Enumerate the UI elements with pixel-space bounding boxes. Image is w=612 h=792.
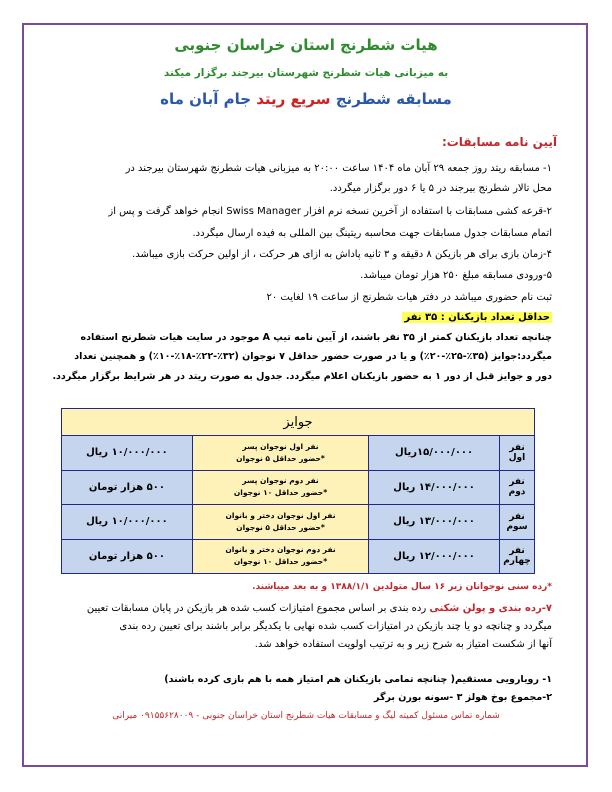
tiebreak-item: ۲-مجموع بوخ هولز ۳ -سونه بورن برگر xyxy=(374,692,552,703)
special-amount-cell: ۵۰۰ هزار تومان xyxy=(62,539,193,574)
special-title: نفر اول نوجوان پسر xyxy=(242,441,319,451)
host-line: به میزبانی هیات شطرنج شهرستان بیرجند برگزار میکند xyxy=(163,67,449,79)
min-players: حداقل تعداد بازیکنان : ۳۵ نفر xyxy=(404,312,550,323)
special-amount-cell: ۱۰/۰۰۰/۰۰۰ ریال xyxy=(62,505,193,540)
rule-line: ۲-قرعه کشی مسابقات با استفاده از آخرین نسخه نرم افزار Swiss Manager انجام خواهد گرفت و پس از xyxy=(108,206,552,217)
amount-cell: ۱۴/۰۰۰/۰۰۰ ریال xyxy=(369,470,500,505)
rule-line: ۱- مسابقه ریتد روز جمعه ۲۹ آبان ماه ۱۴۰۴ ساعت ۲۰:۰۰ به میزبانی هیات شطرنج شهرستان بیرجند در xyxy=(125,163,552,174)
event-highlight: سریع ریتد xyxy=(256,90,331,108)
tiebreak-item: ۱- رویارویی مستقیم( چنانچه تمامی بازیکنان هم امتیاز همه با هم بازی کرده باشند) xyxy=(164,674,552,685)
tiebreak-line: میگردد و چنانچه دو یا چند بازیکن در امتیازات کسب شده نهایی با یکدیگر برابر باشند برای تعیین رده بندی xyxy=(119,621,552,632)
table-row xyxy=(62,539,535,574)
rule-line: اتمام مسابقات جدول مسابقات جهت محاسبه ریتینگ بین المللی به فیده ارسال میگردد. xyxy=(192,228,552,239)
tiebreak-line xyxy=(40,600,552,618)
special-cell xyxy=(192,470,368,505)
rank-cell: نفر دوم xyxy=(500,470,535,505)
table-row xyxy=(62,436,535,471)
age-note: *رده سنی نوجوانان زیر ۱۶ سال متولدین ۱۳۸۸/۱/۱ و به بعد میباشند. xyxy=(252,582,552,592)
condition-line: چنانچه تعداد بازیکنان کمتر از ۳۵ نفر باشند، از آیین نامه تیپ A موجود در سایت هیات شطرنج استفاده xyxy=(80,332,552,343)
rule-line: ۴-زمان بازی برای هر بازیکن ۸ دقیقه و ۳ ثانیه پاداش به ازای هر حرکت ، از اولین حرکت بازی میباشد. xyxy=(132,249,552,260)
rank-cell: نفر اول xyxy=(500,436,535,471)
amount-cell: ۱۲/۰۰۰/۰۰۰ ریال xyxy=(369,539,500,574)
event-suffix: جام آبان ماه xyxy=(160,90,252,108)
event-prefix: مسابقه شطرنج xyxy=(335,90,452,108)
tiebreak-section xyxy=(40,600,552,654)
tiebreak-line: آنها از شکست امتیاز به شرح زیر و به ترتیب اولویت استفاده خواهد شد. xyxy=(254,639,552,650)
special-cell xyxy=(192,505,368,540)
special-condition: *حضور حداقل ۵ نوجوان xyxy=(236,453,325,463)
special-title: نفر اول نوجوان دختر و بانوان xyxy=(225,510,336,520)
special-cell xyxy=(192,539,368,574)
rule-line: ثبت نام حضوری میباشد در دفتر هیات شطرنج از ساعت ۱۹ لغایت ۲۰ xyxy=(266,292,552,303)
special-amount-cell: ۵۰۰ هزار تومان xyxy=(62,470,193,505)
special-cell xyxy=(192,436,368,471)
prizes-table xyxy=(61,408,535,574)
tiebreak-text: رده بندی بر اساس مجموع امتیازات کسب شده هر بازیکن در پایان مسابقات تعیین xyxy=(86,603,430,614)
rule-line: ۵-ورودی مسابقه مبلغ ۲۵۰ هزار تومان میباشد. xyxy=(360,270,552,281)
contact-line: شماره تماس مسئول کمیته لیگ و مسابقات هیات شطرنج استان خراسان جنوبی - ۰۹۱۵۵۶۲۸۰۰۹ میرانی xyxy=(112,711,500,721)
prizes-header: جوایز xyxy=(62,409,535,436)
event-title xyxy=(30,90,582,108)
tiebreak-label: ۷-رده بندی و پولن شکنی xyxy=(429,603,552,614)
special-condition: *حضور حداقل ۵ نوجوان xyxy=(236,522,325,532)
special-title: نفر دوم نوجوان پسر xyxy=(242,476,319,486)
board-title: هیات شطرنج استان خراسان جنوبی xyxy=(174,36,438,54)
rule-line: محل تالار شطرنج بیرجند در ۵ یا ۶ دور برگزار میگردد. xyxy=(329,183,552,194)
special-condition: *حضور حداقل ۱۰ نوجوان xyxy=(233,557,328,567)
special-title: نفر دوم نوجوان دختر و بانوان xyxy=(225,545,336,555)
special-amount-cell: ۱۰/۰۰۰/۰۰۰ ریال xyxy=(62,436,193,471)
amount-cell: ۱۵/۰۰۰/۰۰۰ریال xyxy=(369,436,500,471)
rank-cell: نفر چهارم xyxy=(500,539,535,574)
amount-cell: ۱۳/۰۰۰/۰۰۰ ریال xyxy=(369,505,500,540)
special-condition: *حضور حداقل ۱۰ نوجوان xyxy=(233,488,328,498)
condition-line: دور و جوایز قبل از دور ۱ به حضور بازیکنان اعلام میگردد. جدول به صورت ریتد در هر شرایط برگزار میگردد. xyxy=(52,371,552,382)
rules-heading: آیین نامه مسابقات: xyxy=(441,135,557,149)
condition-line: میگردد:جوایز (۳۵٪-۲۵٪-۲۰٪) و یا در صورت حضور حداقل ۷ نوجوان (۳۲٪-۲۲٪-۱۸٪-۱۰٪) و همچنین تعداد xyxy=(74,351,552,362)
table-row xyxy=(62,505,535,540)
rank-cell: نفر سوم xyxy=(500,505,535,540)
table-row xyxy=(62,470,535,505)
